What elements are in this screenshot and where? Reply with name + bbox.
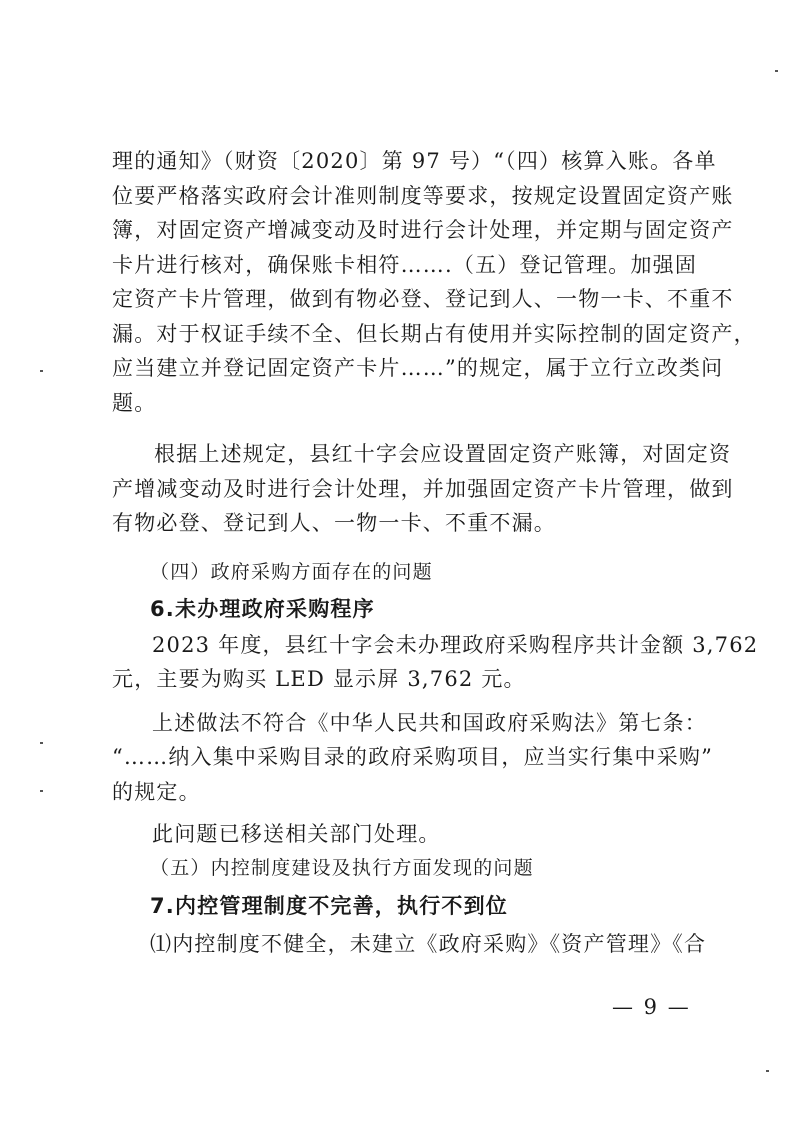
section-heading: （五）内控制度建设及执行方面发现的问题 <box>150 857 534 879</box>
section-heading: （四）政府采购方面存在的问题 <box>150 561 433 583</box>
paragraph-line: 簿，对固定资产增减变动及时进行会计处理，并定期与固定资产 <box>112 218 734 242</box>
paragraph-line: 定资产卡片管理，做到有物必登、登记到人、一物一卡、不重不 <box>112 287 734 311</box>
paragraph-line: 2023 年度，县红十字会未办理政府采购程序共计金额 3,762 <box>152 633 759 657</box>
paragraph-line: 根据上述规定，县红十字会应设置固定资产账簿，对固定资 <box>154 442 732 466</box>
paragraph-line: 卡片进行核对，确保账卡相符…….（五）登记管理。加强固 <box>112 253 698 277</box>
scan-speck <box>40 370 43 372</box>
paragraph-line: “……纳入集中采购目录的政府采购项目，应当实行集中采购” <box>112 745 714 769</box>
paragraph-line: 题。 <box>112 391 157 415</box>
paragraph-line: ⑴内控制度不健全，未建立《政府采购》《资产管理》《合 <box>150 932 707 956</box>
scan-speck <box>766 1070 769 1072</box>
page-number: — 9 — <box>612 995 691 1019</box>
scan-speck <box>775 70 778 72</box>
paragraph-line: 应当建立并登记固定资产卡片……”的规定，属于立行立改类问 <box>112 356 724 380</box>
paragraph-line: 有物必登、登记到人、一物一卡、不重不漏。 <box>112 511 556 535</box>
paragraph-line: 产增减变动及时进行会计处理，并加强固定资产卡片管理，做到 <box>112 477 734 501</box>
item-heading: 6.未办理政府采购程序 <box>150 597 375 621</box>
paragraph-line: 元，主要为购买 LED 显示屏 3,762 元。 <box>112 667 526 691</box>
paragraph-line: 的规定。 <box>112 780 201 804</box>
paragraph-line: 上述做法不符合《中华人民共和国政府采购法》第七条： <box>152 711 707 735</box>
paragraph-line: 此问题已移送相关部门处理。 <box>152 822 441 846</box>
item-heading: 7.内控管理制度不完善，执行不到位 <box>150 894 508 918</box>
scan-speck <box>40 790 43 792</box>
paragraph-line: 漏。对于权证手续不全、但长期占有使用并实际控制的固定资产， <box>112 322 756 346</box>
paragraph-line: 位要严格落实政府会计准则制度等要求，按规定设置固定资产账 <box>112 184 734 208</box>
paragraph-line: 理的通知》（财资〔2020〕第 97 号）“（四）核算入账。各单 <box>112 149 717 173</box>
scan-speck <box>40 742 43 744</box>
